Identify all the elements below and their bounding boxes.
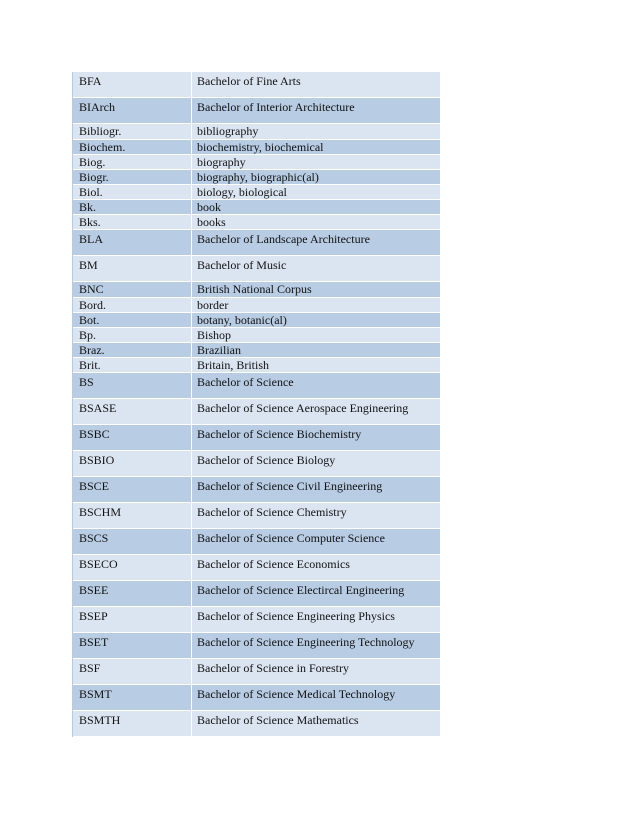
- table-row: [73, 124, 440, 140]
- table-row: [73, 185, 440, 200]
- meaning-cell: book: [197, 200, 221, 214]
- meaning-cell: Bachelor of Science in Forestry: [197, 661, 349, 675]
- abbreviation-cell: BNC: [73, 282, 192, 297]
- abbreviation-cell: BSF: [73, 659, 192, 684]
- table-row: [73, 451, 440, 477]
- abbreviation-cell: Bord.: [73, 298, 192, 312]
- abbreviation-table: [72, 72, 440, 737]
- table-row: [73, 230, 440, 256]
- table-row: [73, 98, 440, 124]
- meaning-cell: Bachelor of Interior Architecture: [197, 100, 355, 114]
- meaning-cell: border: [197, 298, 229, 312]
- table-row: [73, 607, 440, 633]
- meaning-cell: biochemistry, biochemical: [197, 140, 324, 154]
- abbreviation-cell: BM: [73, 256, 192, 281]
- meaning-cell: Britain, British: [197, 358, 269, 372]
- abbreviation-cell: BSEE: [73, 581, 192, 606]
- table-row: [73, 282, 440, 298]
- meaning-cell: bibliography: [197, 124, 259, 138]
- meaning-cell: Bachelor of Science Medical Technology: [197, 687, 396, 701]
- abbreviation-cell: Bibliogr.: [73, 124, 192, 139]
- table-row: [73, 343, 440, 358]
- meaning-cell: Brazilian: [197, 343, 241, 357]
- abbreviation-cell: BSBC: [73, 425, 192, 450]
- table-row: [73, 685, 440, 711]
- meaning-cell: Bachelor of Science Chemistry: [197, 505, 347, 519]
- meaning-cell: Bachelor of Fine Arts: [197, 74, 301, 88]
- abbreviation-cell: Biog.: [73, 155, 192, 169]
- table-row: [73, 711, 440, 737]
- abbreviation-cell: BSMT: [73, 685, 192, 710]
- table-row: [73, 72, 440, 98]
- table-row: [73, 659, 440, 685]
- table-row: [73, 155, 440, 170]
- table-row: [73, 425, 440, 451]
- table-row: [73, 633, 440, 659]
- abbreviation-cell: BSBIO: [73, 451, 192, 476]
- abbreviation-cell: BIArch: [73, 98, 192, 123]
- table-row: [73, 298, 440, 313]
- meaning-cell: Bachelor of Science Economics: [197, 557, 350, 571]
- meaning-cell: botany, botanic(al): [197, 313, 287, 327]
- meaning-cell: Bachelor of Science Aerospace Engineering: [197, 401, 409, 415]
- table-row: [73, 503, 440, 529]
- abbreviation-cell: BSMTH: [73, 711, 192, 736]
- meaning-cell: Bishop: [197, 328, 232, 342]
- abbreviation-cell: BSECO: [73, 555, 192, 580]
- abbreviation-cell: BFA: [73, 72, 192, 97]
- meaning-cell: Bachelor of Music: [197, 258, 287, 272]
- abbreviation-cell: BSCE: [73, 477, 192, 502]
- meaning-cell: Bachelor of Science Biochemistry: [197, 427, 362, 441]
- meaning-cell: Bachelor of Science Mathematics: [197, 713, 359, 727]
- table-row: [73, 215, 440, 230]
- abbreviation-cell: BSET: [73, 633, 192, 658]
- meaning-cell: Bachelor of Science Electircal Engineering: [197, 583, 405, 597]
- table-row: [73, 581, 440, 607]
- meaning-cell: Bachelor of Science: [197, 375, 294, 389]
- meaning-cell: biography: [197, 155, 246, 169]
- abbreviation-cell: BLA: [73, 230, 192, 255]
- abbreviation-cell: Bp.: [73, 328, 192, 342]
- meaning-cell: Bachelor of Science Engineering Physics: [197, 609, 395, 623]
- table-row: [73, 529, 440, 555]
- abbreviation-cell: Braz.: [73, 343, 192, 357]
- meaning-cell: biography, biographic(al): [197, 170, 319, 184]
- table-row: [73, 477, 440, 503]
- table-row: [73, 256, 440, 282]
- table-row: [73, 373, 440, 399]
- meaning-cell: Bachelor of Landscape Architecture: [197, 232, 370, 246]
- table-row: [73, 200, 440, 215]
- table-row: [73, 328, 440, 343]
- abbreviation-cell: Biol.: [73, 185, 192, 199]
- abbreviation-cell: Biogr.: [73, 170, 192, 184]
- abbreviation-cell: BS: [73, 373, 192, 398]
- meaning-cell: Bachelor of Science Computer Science: [197, 531, 385, 545]
- table-row: [73, 170, 440, 185]
- meaning-cell: biology, biological: [197, 185, 287, 199]
- meaning-cell: Bachelor of Science Engineering Technology: [197, 635, 415, 649]
- table-row: [73, 313, 440, 328]
- meaning-cell: Bachelor of Science Civil Engineering: [197, 479, 383, 493]
- table-row: [73, 358, 440, 373]
- table-row: [73, 555, 440, 581]
- meaning-cell: books: [197, 215, 226, 229]
- table-row: [73, 140, 440, 155]
- abbreviation-cell: Bks.: [73, 215, 192, 229]
- abbreviation-cell: Brit.: [73, 358, 192, 372]
- meaning-cell: Bachelor of Science Biology: [197, 453, 336, 467]
- abbreviation-cell: BSASE: [73, 399, 192, 424]
- meaning-cell: British National Corpus: [197, 282, 312, 296]
- abbreviation-cell: Biochem.: [73, 140, 192, 154]
- abbreviation-cell: BSEP: [73, 607, 192, 632]
- abbreviation-cell: BSCHM: [73, 503, 192, 528]
- table-row: [73, 399, 440, 425]
- abbreviation-cell: Bot.: [73, 313, 192, 327]
- abbreviation-cell: Bk.: [73, 200, 192, 214]
- abbreviation-cell: BSCS: [73, 529, 192, 554]
